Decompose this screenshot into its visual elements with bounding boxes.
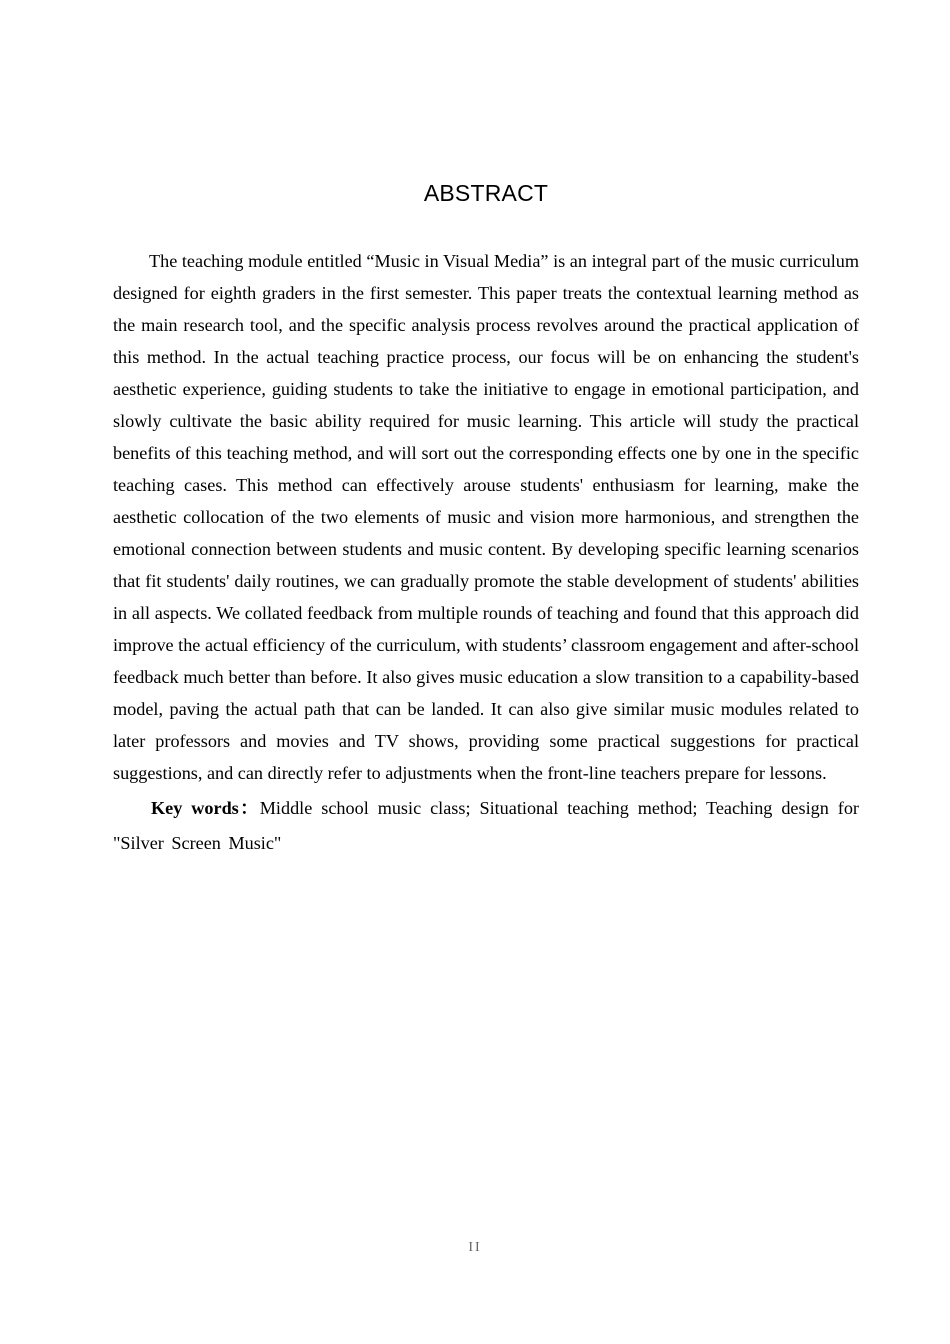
abstract-body — [113, 245, 859, 861]
keywords-label: Key words： — [151, 798, 260, 818]
abstract-paragraph: The teaching module entitled “Music in Visual Media” is an integral part of the music curriculum designed for eighth graders in the first semester. This paper treats the contextual learning method as the main research tool, and the specific analysis process revolves around the practical application of this method. In the actual teaching practice process, our focus will be on enhancing the student's aesthetic experience, guiding students to take the initiative to engage in emotional participation, and slowly cultivate the basic ability required for music learning. This article will study the practical benefits of this teaching method, and will sort out the corresponding effects one by one in the specific teaching cases. This method can effectively arouse students' enthusiasm for learning, make the aesthetic collocation of the two elements of music and vision more harmonious, and strengthen the emotional connection between students and music content. By developing specific learning scenarios that fit students' daily routines, we can gradually promote the stable development of students' abilities in all aspects. We collated feedback from multiple rounds of teaching and found that this approach did improve the actual efficiency of the curriculum, with students’ classroom engagement and after-school feedback much better than before. It also gives music education a slow transition to a capability-based model, paving the actual path that can be landed. It can also give similar music modules related to later professors and movies and TV shows, providing some practical suggestions for practical suggestions, and can directly refer to adjustments when the front-line teachers prepare for lessons. — [113, 251, 859, 783]
page-number: II — [468, 1240, 482, 1255]
keywords-text: Middle school music class; Situational teaching method; Teaching design for "Silver Screen Music" — [113, 798, 859, 853]
abstract-title: ABSTRACT — [423, 180, 549, 206]
keywords-paragraph — [113, 791, 859, 861]
